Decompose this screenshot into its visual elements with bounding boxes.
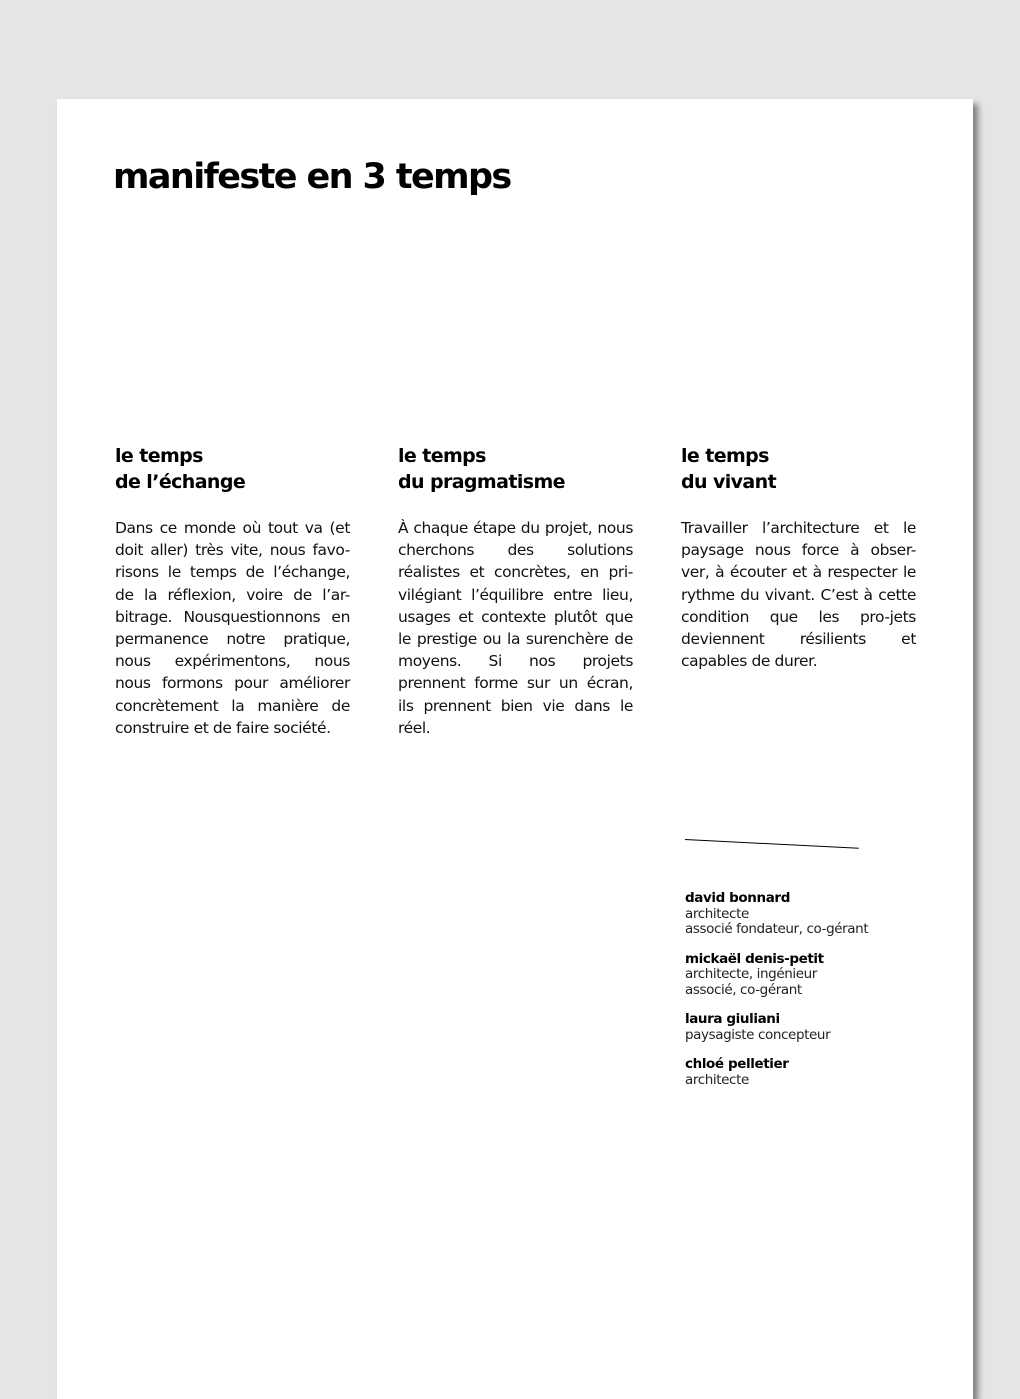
column-heading-line2: de l’échange: [115, 471, 246, 493]
team-member: [685, 952, 945, 999]
member-role: paysagiste concepteur: [685, 1026, 831, 1043]
column-echange: [115, 443, 350, 739]
member-name: mickaël denis-petit: [685, 950, 824, 967]
member-role: associé, co-gérant: [685, 981, 802, 998]
column-text: À chaque étape du projet, nous cherchons des solutions réalistes et concrètes, en pri-vilégiant l’équilibre entre lieu, usages et contexte plutôt que le prestige ou la surenchère de moyens. Si nos projets prennent forme sur un écran, ils prennent bien vie dans le réel.: [398, 519, 633, 737]
document-page: [57, 99, 973, 1399]
member-role: architecte: [685, 905, 749, 922]
member-name: david bonnard: [685, 890, 790, 906]
column-text: Travailler l’architecture et le paysage nous force à obser-ver, à écouter et à respecter le rythme du vivant. C’est à cette condition que les pro-jets deviennent résilients et capables de durer.: [681, 519, 916, 671]
member-role: architecte: [685, 1071, 749, 1088]
member-name: laura giuliani: [685, 1011, 780, 1027]
signature-rule: [685, 839, 859, 849]
column-heading-line2: du pragmatisme: [398, 471, 565, 493]
column-heading: [115, 443, 350, 495]
team-member: [685, 1012, 945, 1043]
column-heading-line1: le temps: [398, 445, 486, 467]
team-member: [685, 1057, 945, 1088]
column-heading: [681, 443, 916, 495]
column-pragmatisme: [398, 443, 633, 739]
column-heading-line2: du vivant: [681, 471, 777, 493]
member-role: architecte, ingénieur: [685, 966, 817, 982]
column-text: Dans ce monde où tout va (et doit aller) très vite, nous favo-risons le temps de l’échange, de la réflexion, voire de l’ar-bitrage. Nousquestionnons en permanence notre pratique, nous expérimentons, nous nous formons pour améliorer concrètement la manière de construire et de faire société.: [115, 519, 350, 737]
page-title: manifeste en 3 temps: [113, 157, 511, 197]
member-name: chloé pelletier: [685, 1056, 789, 1072]
column-heading-line1: le temps: [681, 445, 769, 467]
team-member: [685, 891, 945, 938]
member-role: associé fondateur, co-gérant: [685, 921, 869, 937]
column-heading: [398, 443, 633, 495]
column-heading-line1: le temps: [115, 445, 203, 467]
team-list: [685, 891, 945, 1102]
column-vivant: [681, 443, 916, 672]
